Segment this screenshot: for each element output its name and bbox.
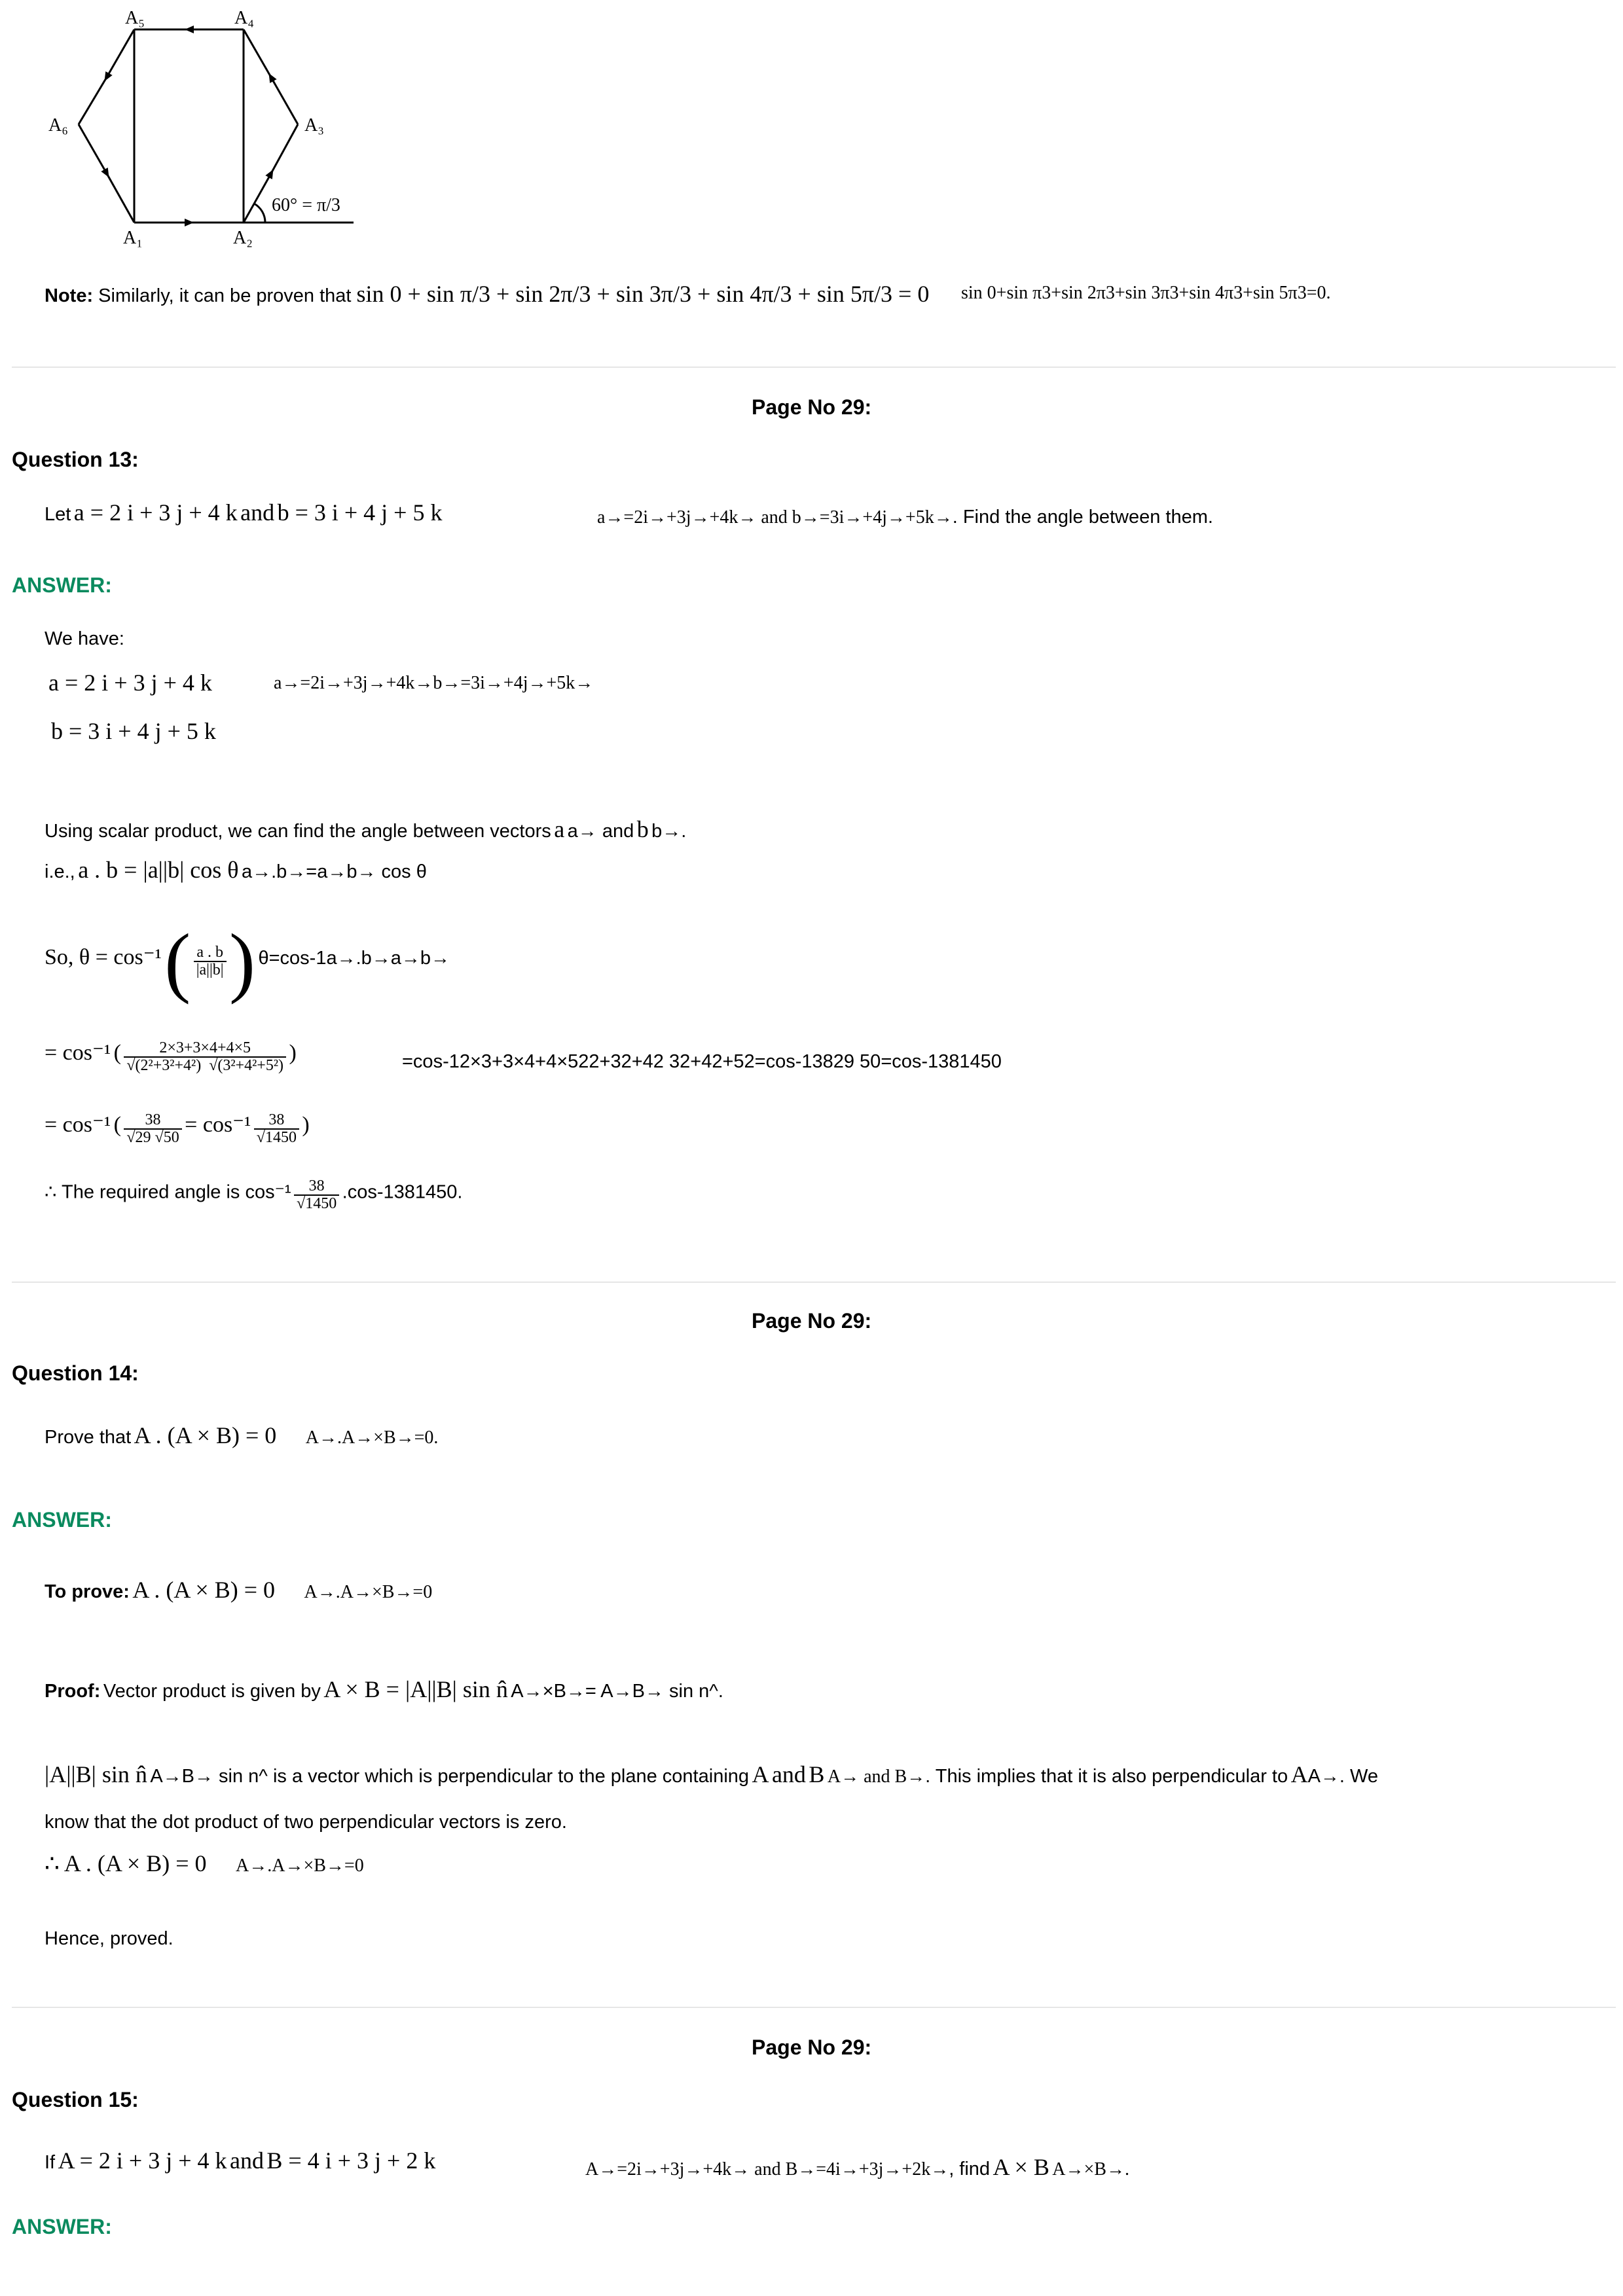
q13-statement (45, 499, 442, 526)
note-line (45, 280, 929, 308)
label-a5: A₅ (125, 8, 145, 28)
q13-step2-mid: = cos⁻¹ (185, 1113, 251, 1137)
q13-concl-alt: .cos-1381450. (342, 1181, 463, 1203)
q14-line2-A2-alt: A→. We (1307, 1766, 1379, 1787)
q14-line2-alt: A→ and B→ (827, 1767, 926, 1787)
q13-statement-alt (597, 507, 1213, 528)
q14-proof-formula: A × B = |A||B| sin n̂ (323, 1676, 508, 1702)
q13-concl-num: 38 (294, 1178, 339, 1196)
q13-concl-den: √1450 (297, 1195, 337, 1213)
q13-eq-b: b = 3 i + 4 j + 5 k (277, 499, 443, 526)
q14-to-prove-label: To prove: (45, 1581, 130, 1602)
page-number-3: Page No 29: (752, 2036, 872, 2059)
q13-step2-open: ( (113, 1113, 121, 1137)
q13-a-sym: a (554, 816, 565, 842)
q13-ie: i.e., (45, 861, 75, 882)
q14-line2-A2: A (1290, 1761, 1308, 1787)
q13-we-have: We have: (45, 628, 124, 649)
q13-ie-alt: a→.b→=a→b→ cos θ (241, 861, 427, 882)
q13-step2-den: √29 √50 (126, 1128, 179, 1146)
q13-ie-formula: a . b = |a||b| cos θ (78, 857, 239, 883)
q15-statement-alt (585, 2153, 1129, 2181)
q13-let: Let (45, 504, 71, 525)
hexagon-diagram (39, 0, 380, 262)
q14-therefore-formula: ∴ A . (A × B) = 0 (45, 1850, 207, 1876)
divider-3 (12, 2007, 1616, 2008)
label-a1: A₁ (123, 228, 143, 248)
q13-step2-num2: 38 (254, 1112, 299, 1130)
note-formula: sin 0 + sin π/3 + sin 2π/3 + sin 3π/3 + sin 4π/3 + sin 5π/3 = 0 (356, 281, 930, 307)
q14-statement (45, 1422, 438, 1449)
q13-step1-alt: =cos-12×3+3×4+4×522+32+42 32+42+52=cos-13829 50=cos-1381450 (402, 1051, 1002, 1072)
q15-find: , find (949, 2159, 991, 2179)
note-alt: sin 0+sin π3+sin 2π3+sin 3π3+sin 4π3+sin 5π3=0. (961, 283, 1331, 303)
q13-open-paren: ( (164, 918, 191, 1005)
q13-step2-fraction (124, 1112, 181, 1146)
label-a2: A₂ (233, 228, 253, 248)
q13-tail: . Find the angle between them. (952, 507, 1213, 528)
q13-step2-lhs: = cos⁻¹ (45, 1113, 111, 1137)
q13-using-line (45, 816, 686, 843)
q13-so-line (45, 916, 450, 1007)
q14-answer-label: ANSWER: (12, 1508, 112, 1532)
q15-find-formula: A × B (993, 2154, 1049, 2180)
divider-2 (12, 1282, 1616, 1283)
q14-formula: A . (A × B) = 0 (134, 1422, 277, 1448)
q13-conclusion (45, 1178, 462, 1212)
q13-close-paren: ) (229, 918, 256, 1005)
page-number: Page No 29: (752, 395, 872, 419)
q13-step1-fraction (124, 1040, 286, 1074)
q13-ie-line (45, 856, 427, 884)
question-14-title: Question 14: (12, 1361, 139, 1385)
label-a3: A₃ (304, 115, 324, 135)
q13-b-sym: b (636, 816, 649, 842)
q13-step1-den (124, 1058, 286, 1074)
q15-and: and (229, 2147, 264, 2174)
q13-step2-den2: √1450 (256, 1128, 297, 1146)
q14-proof-label: Proof: (45, 1681, 101, 1702)
q14-proof-alt: A→×B→= A→B→ sin n^. (511, 1681, 723, 1702)
label-a4: A₄ (234, 8, 254, 28)
q15-if: If (45, 2152, 56, 2173)
q13-step2-fraction2 (254, 1112, 299, 1146)
q14-line2-A: A (752, 1761, 769, 1787)
divider-1 (12, 367, 1616, 368)
q13-step2-num: 38 (124, 1112, 181, 1130)
q14-line3: know that the dot product of two perpendicular vectors is zero. (45, 1812, 567, 1833)
q14-prove: Prove that (45, 1427, 132, 1448)
q13-step1-lhs: = cos⁻¹ (45, 1041, 111, 1065)
q13-so-num: a . b (194, 944, 227, 962)
q13-step1 (45, 1039, 297, 1074)
q13-using: Using scalar product, we can find the angle between vectors (45, 821, 551, 842)
q15-answer-label: ANSWER: (12, 2215, 112, 2238)
q14-line2-formula: |A||B| sin n̂ (45, 1761, 147, 1787)
q13-answer-label: ANSWER: (12, 573, 112, 597)
question-13-title: Question 13: (12, 448, 139, 471)
q14-to-prove (45, 1576, 432, 1604)
q13-and: and (240, 499, 275, 526)
q13-b-alt: b→. (651, 821, 687, 842)
q14-line2-text: A→B→ sin n^ is a vector which is perpendicular to the plane containing (150, 1766, 750, 1787)
label-a6: A₆ (48, 115, 68, 135)
q13-line-a-alt: a→=2i→+3j→+4k→b→=3i→+4j→+5k→ (274, 673, 594, 693)
q13-so-fraction (194, 944, 227, 978)
q14-hence: Hence, proved. (45, 1928, 173, 1949)
q13-eq-a: a = 2 i + 3 j + 4 k (73, 499, 238, 526)
page-number-2: Page No 29: (752, 1309, 872, 1333)
q15-eq-a: A = 2 i + 3 j + 4 k (58, 2147, 227, 2174)
q14-proof-text: Vector product is given by (103, 1681, 321, 1702)
q13-step2-close: ) (302, 1113, 310, 1137)
q13-alt: a→=2i→+3j→+4k→ and b→=3i→+4j→+5k→ (597, 507, 953, 528)
q13-step1-close: ) (289, 1041, 297, 1065)
q14-line2-and: and (771, 1761, 806, 1787)
q13-so-den: |a||b| (196, 961, 224, 978)
q13-so: So, θ = cos⁻¹ (45, 945, 162, 970)
q14-to-prove-formula: A . (A × B) = 0 (132, 1577, 276, 1603)
q13-step1-num: 2×3+3×4+4×5 (124, 1040, 286, 1058)
q15-find-alt: A→×B→. (1052, 2159, 1129, 2179)
q13-so-alt: θ=cos-1a→.b→a→b→ (258, 948, 450, 969)
q13-step1-den1: √(2²+3²+4²) (126, 1056, 202, 1074)
q14-line2-B: B (809, 1761, 825, 1787)
q13-a-alt: a→ and (567, 821, 634, 842)
q15-alt: A→=2i→+3j→+4k→ and B→=4i→+3j→+2k→ (585, 2159, 949, 2179)
q14-therefore (45, 1850, 364, 1877)
label-angle: 60° = π/3 (272, 195, 340, 215)
q13-step2 (45, 1111, 310, 1146)
q14-proof-line (45, 1676, 723, 1703)
q14-line2-tail: . This implies that it is also perpendicular to (925, 1766, 1288, 1787)
q13-step1-open: ( (113, 1041, 121, 1065)
q13-concl-fraction (294, 1178, 339, 1212)
note-text: Similarly, it can be proven that (98, 285, 352, 306)
q14-line2 (45, 1761, 1378, 1788)
note-label: Note: (45, 285, 94, 306)
q15-statement (45, 2147, 435, 2174)
q15-eq-b: B = 4 i + 3 j + 2 k (266, 2147, 436, 2174)
question-15-title: Question 15: (12, 2088, 139, 2111)
q14-alt: A→.A→×B→=0. (305, 1427, 439, 1448)
q13-concl: ∴ The required angle is cos⁻¹ (45, 1181, 291, 1203)
q14-therefore-alt: A→.A→×B→=0 (236, 1856, 364, 1876)
q13-step1-den2: √(3²+4²+5²) (209, 1056, 283, 1074)
q13-line-b: b = 3 i + 4 j + 5 k (51, 718, 216, 744)
q13-line-a: a = 2 i + 3 j + 4 k (48, 670, 212, 696)
q14-to-prove-alt: A→.A→×B→=0 (304, 1582, 433, 1602)
